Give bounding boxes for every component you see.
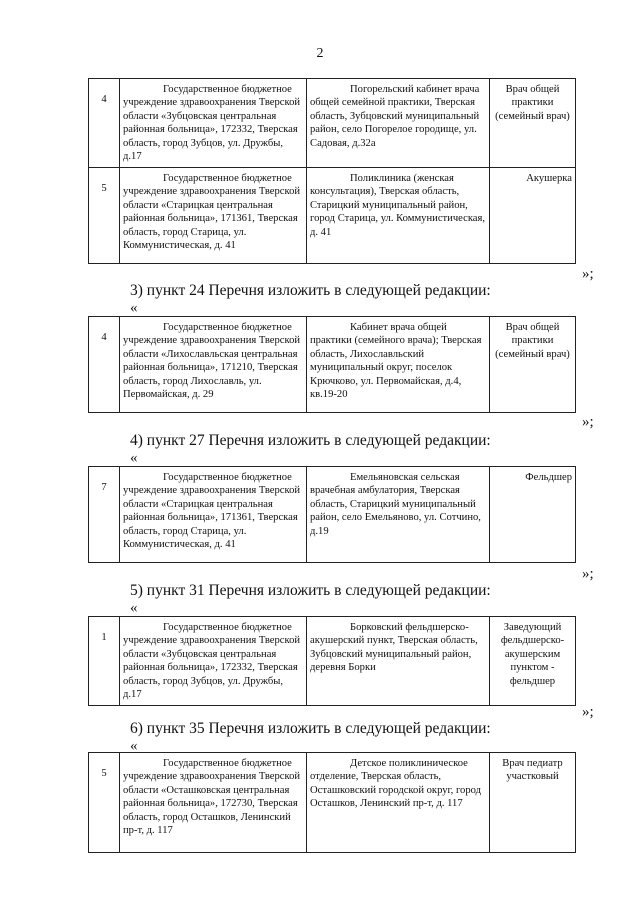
table-row — [89, 617, 576, 706]
row-number: 7 — [89, 467, 120, 563]
opening-quote: « — [130, 600, 138, 616]
closing-quote: »; — [582, 704, 594, 720]
opening-quote: « — [130, 450, 138, 466]
position-cell: Акушерка — [490, 167, 576, 263]
closing-quote: »; — [582, 566, 594, 582]
row-number: 4 — [89, 79, 120, 168]
location-cell: Поликлиника (женская консультация), Тверская область, Старицкий муниципальный район, город Старица, ул. Коммунистическая, д. 41 — [307, 167, 490, 263]
table-section-6 — [88, 752, 576, 853]
position-cell: Заведующий фельдшерско-акушерским пунктом - фельдшер — [490, 617, 576, 706]
table-section-3 — [88, 316, 576, 413]
table-section-4 — [88, 466, 576, 563]
page-number: 2 — [316, 46, 324, 61]
institution-cell: Государственное бюджетное учреждение здравоохранения Тверской области «Лихославльская центральная районная больница», 171210, Тверская область, город Лихославль, ул. Первомайская, д. 29 — [120, 317, 307, 413]
section-heading: 3) пункт 24 Перечня изложить в следующей редакции: — [130, 282, 491, 299]
position-cell: Врач общей практики (семейный врач) — [490, 79, 576, 168]
table-row — [89, 467, 576, 563]
institution-cell: Государственное бюджетное учреждение здравоохранения Тверской области «Старицкая центральная районная больница», 171361, Тверская область, город Старица, ул. Коммунистическая, д. 41 — [120, 467, 307, 563]
section-heading: 5) пункт 31 Перечня изложить в следующей редакции: — [130, 582, 491, 599]
closing-quote: »; — [582, 414, 594, 430]
position-cell: Врач общей практики (семейный врач) — [490, 317, 576, 413]
closing-quote: »; — [582, 266, 594, 282]
table-section-5 — [88, 616, 576, 706]
location-cell: Погорельский кабинет врача общей семейной практики, Тверская область, Зубцовский муниципальный район, село Погорелое городище, ул. Садовая, д.32а — [307, 79, 490, 168]
table-row — [89, 753, 576, 853]
row-number: 4 — [89, 317, 120, 413]
position-cell: Фельдшер — [490, 467, 576, 563]
section-heading: 4) пункт 27 Перечня изложить в следующей редакции: — [130, 432, 491, 449]
section-heading: 6) пункт 35 Перечня изложить в следующей редакции: — [130, 720, 491, 737]
position-cell: Врач педиатр участковый — [490, 753, 576, 853]
row-number: 1 — [89, 617, 120, 706]
location-cell: Детское поликлиническое отделение, Тверская область, Осташковский городской округ, город Осташков, Ленинский пр-т, д. 117 — [307, 753, 490, 853]
opening-quote: « — [130, 300, 138, 316]
institution-cell: Государственное бюджетное учреждение здравоохранения Тверской области «Зубцовская центральная районная больница», 172332, Тверская область, город Зубцов, ул. Дружбы, д.17 — [120, 617, 307, 706]
table-row — [89, 317, 576, 413]
institution-cell: Государственное бюджетное учреждение здравоохранения Тверской области «Зубцовская центральная районная больница», 172332, Тверская область, город Зубцов, ул. Дружбы, д.17 — [120, 79, 307, 168]
location-cell: Борковский фельдшерско-акушерский пункт, Тверская область, Зубцовский муниципальный район, деревня Борки — [307, 617, 490, 706]
table-row — [89, 167, 576, 263]
table-continuation — [88, 78, 576, 264]
institution-cell: Государственное бюджетное учреждение здравоохранения Тверской области «Старицкая центральная районная больница», 171361, Тверская область, город Старица, ул. Коммунистическая, д. 41 — [120, 167, 307, 263]
institution-cell: Государственное бюджетное учреждение здравоохранения Тверской области «Осташковская центральная районная больница», 172730, Тверская область, город Осташков, Ленинский пр-т, д. 117 — [120, 753, 307, 853]
location-cell: Емельяновская сельская врачебная амбулатория, Тверская область, Старицкий муниципальный район, село Емельяново, ул. Сотчино, д.19 — [307, 467, 490, 563]
opening-quote: « — [130, 738, 138, 754]
row-number: 5 — [89, 753, 120, 853]
location-cell: Кабинет врача общей практики (семейного врача); Тверская область, Лихославльский муниципальный округ, поселок Крючково, ул. Первомайская, д.4, кв.19-20 — [307, 317, 490, 413]
table-row — [89, 79, 576, 168]
row-number: 5 — [89, 167, 120, 263]
